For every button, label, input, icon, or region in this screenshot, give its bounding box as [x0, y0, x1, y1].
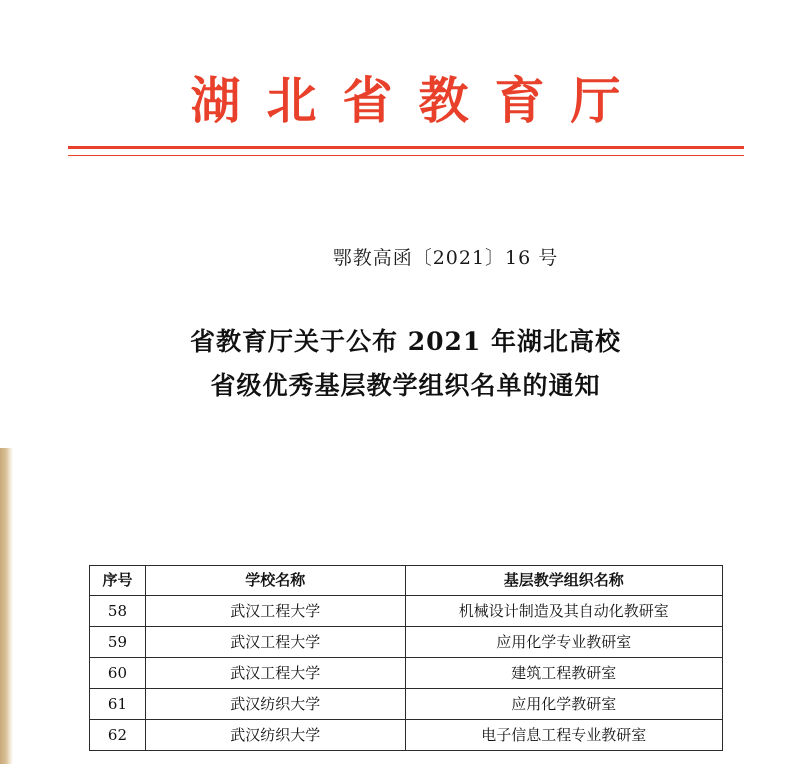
cell-school: 武汉纺织大学 — [145, 689, 405, 720]
table-row — [90, 689, 723, 720]
table-header-row — [90, 566, 723, 596]
listing-table-container — [89, 565, 723, 751]
cell-no: 60 — [90, 658, 146, 689]
table-row — [90, 596, 723, 627]
cell-org: 机械设计制造及其自动化教研室 — [405, 596, 722, 627]
masthead-title: 湖北省教育厅 — [190, 71, 647, 130]
page-title — [0, 320, 811, 408]
column-header-org: 基层教学组织名称 — [405, 566, 722, 596]
cell-org: 电子信息工程专业教研室 — [405, 720, 722, 751]
table-row — [90, 627, 723, 658]
column-header-school: 学校名称 — [145, 566, 405, 596]
listing-table — [89, 565, 723, 751]
masthead — [0, 72, 811, 130]
cell-org: 建筑工程教研室 — [405, 658, 722, 689]
cell-no: 62 — [90, 720, 146, 751]
cell-org: 应用化学教研室 — [405, 689, 722, 720]
table-row — [90, 658, 723, 689]
table-row — [90, 720, 723, 751]
cell-no: 59 — [90, 627, 146, 658]
page-title-line-1: 省教育厅关于公布 2021 年湖北高校 — [190, 327, 621, 356]
masthead-rule-thin — [68, 155, 744, 156]
masthead-rule-thick — [68, 146, 744, 149]
table-header — [90, 566, 723, 596]
column-header-no: 序号 — [90, 566, 146, 596]
scan-edge-artifact — [0, 448, 13, 764]
cell-school: 武汉工程大学 — [145, 596, 405, 627]
cell-school: 武汉工程大学 — [145, 627, 405, 658]
cell-school: 武汉工程大学 — [145, 658, 405, 689]
table-body — [90, 596, 723, 751]
cell-school: 武汉纺织大学 — [145, 720, 405, 751]
cell-no: 58 — [90, 596, 146, 627]
cell-no: 61 — [90, 689, 146, 720]
cell-org: 应用化学专业教研室 — [405, 627, 722, 658]
document-number: 鄂教高函〔2021〕16 号 — [332, 247, 559, 269]
page-title-line-2: 省级优秀基层教学组织名单的通知 — [210, 371, 601, 400]
